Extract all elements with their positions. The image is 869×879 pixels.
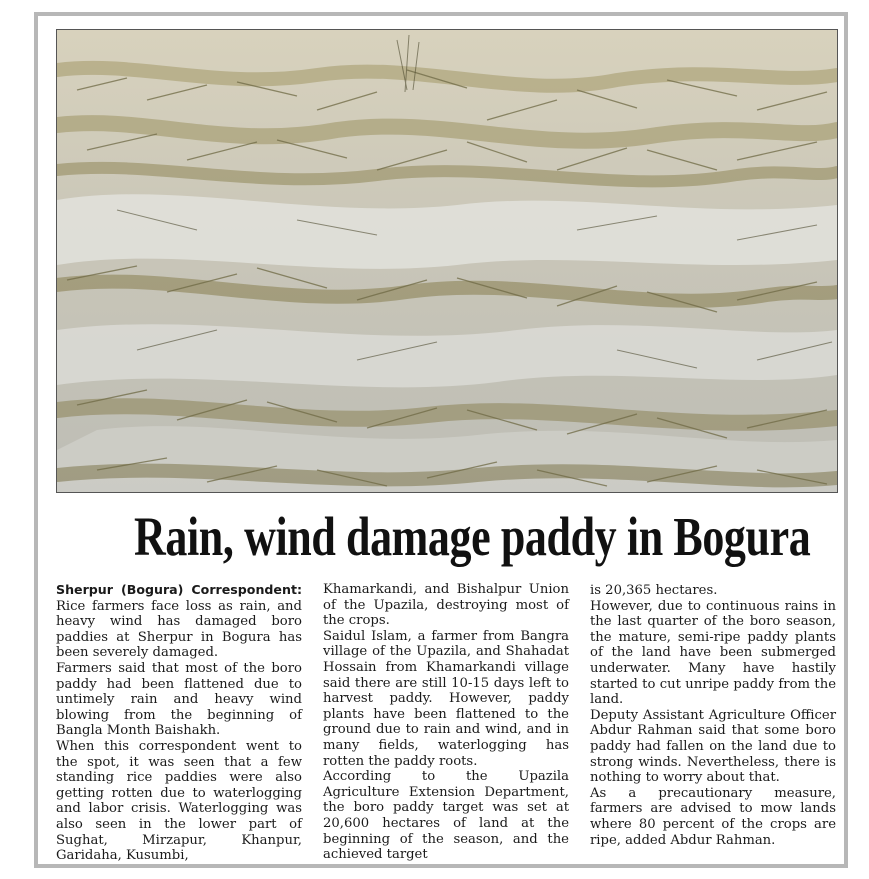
byline: Sherpur (Bogura) Correspondent: xyxy=(56,582,302,597)
article-column-1 xyxy=(56,582,302,864)
flattened-paddy-photo xyxy=(56,29,838,493)
paragraph: Farmers said that most of the boro paddy had been flattened due to untimely rain and heavy wind blowing from the beginning of Bangla Month Baishakh. xyxy=(56,660,302,739)
newspaper-clipping xyxy=(34,12,848,868)
paragraph: When this correspondent went to the spot, it was seen that a few standing rice paddies were also getting rotten due to waterlogging and labor crisis. Waterlogging was also seen in the lower part of Sughat, Mirzapur, Khanpur, Garidaha, Kusumbi, xyxy=(56,738,302,864)
paragraph: Khamarkandi, and Bishalpur Union of the Upazila, destroying most of the crops. xyxy=(323,582,569,629)
headline: Rain, wind damage paddy in Bogura xyxy=(134,506,811,567)
lead-paragraph xyxy=(56,582,302,661)
paddy-field-image xyxy=(57,30,837,492)
lead-text: Rice farmers face loss as rain, and heavy wind has damaged boro paddies at Sherpur in Bogura has been severely damaged. xyxy=(56,598,302,661)
article-column-2 xyxy=(323,582,569,863)
paragraph: is 20,365 hectares. xyxy=(590,583,718,598)
paragraph: However, due to continuous rains in the last quarter of the boro season, the mature, semi-ripe paddy plants of the land have been submerged underwater. Many have hastily started to cut unripe paddy from the land. xyxy=(590,598,836,708)
article-column-3 xyxy=(590,583,836,848)
paragraph: As a precautionary measure, farmers are advised to mow lands where 80 percent of the crops are ripe, added Abdur Rahman. xyxy=(590,785,836,848)
paragraph: According to the Upazila Agriculture Extension Department, the boro paddy target was set at 20,600 hectares of land at the beginning of the season, and the achieved target xyxy=(323,769,569,863)
paragraph: Deputy Assistant Agriculture Officer Abdur Rahman said that some boro paddy had fallen on the land due to strong winds. Nevertheless, there is nothing to worry about that. xyxy=(590,707,836,786)
paragraph: Saidul Islam, a farmer from Bangra village of the Upazila, and Shahadat Hossain from Khamarkandi village said there are still 10-15 days left to harvest paddy. However, paddy plants have been flattened to the ground due to rain and wind, and in many fields, waterlogging has rotten the paddy roots. xyxy=(323,628,569,769)
